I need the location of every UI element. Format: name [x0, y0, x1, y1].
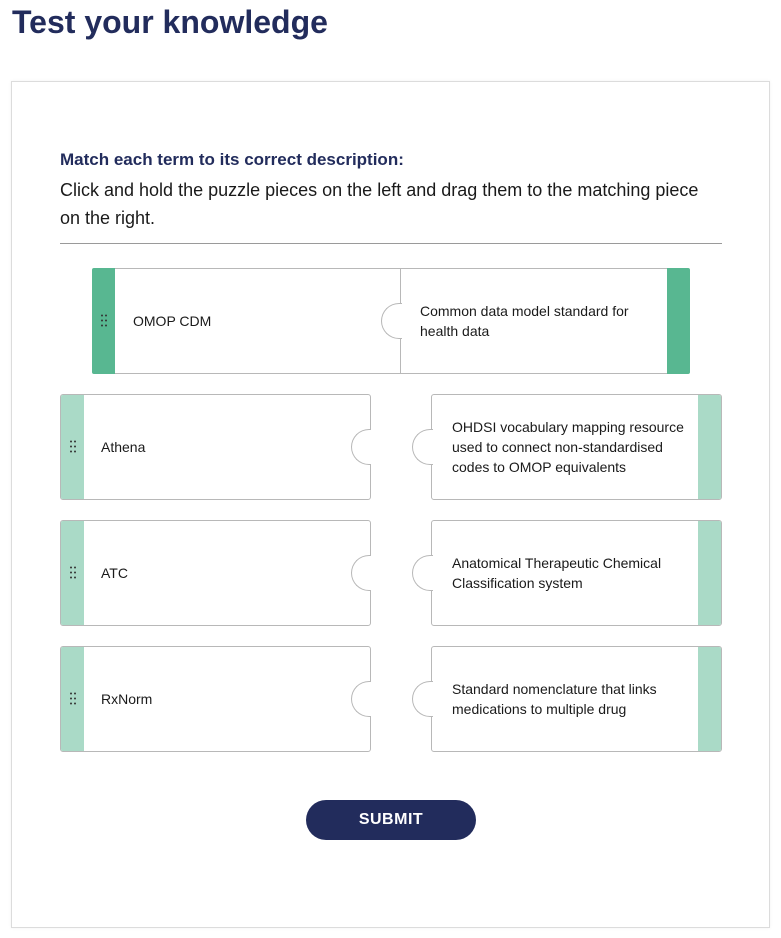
page-title: Test your knowledge — [12, 4, 328, 40]
description-piece-1[interactable] — [431, 394, 722, 500]
description-piece-3[interactable] — [431, 646, 722, 752]
drag-handle[interactable] — [61, 395, 84, 499]
term-piece-atc[interactable] — [60, 520, 371, 626]
matched-indicator — [667, 268, 690, 374]
puzzle-tab — [381, 303, 402, 339]
puzzle-notch — [351, 429, 371, 465]
puzzle-notch — [351, 555, 371, 591]
submit-button[interactable]: SUBMIT — [306, 800, 476, 840]
description-label: Standard nomenclature that links medications to multiple drug — [452, 681, 657, 717]
term-label: RxNorm — [101, 691, 153, 707]
term-piece-rxnorm[interactable] — [60, 646, 371, 752]
matched-pair — [92, 268, 690, 374]
description-label: OHDSI vocabulary mapping resource used to connect non-standardised codes to OMOP equivalents — [452, 419, 684, 475]
matched-description-label: Common data model standard for health data — [420, 303, 629, 339]
grip-icon — [70, 441, 76, 454]
matched-term-label: OMOP CDM — [133, 313, 212, 329]
grip-icon — [70, 693, 76, 706]
term-label: Athena — [101, 439, 146, 455]
grip-icon — [70, 567, 76, 580]
puzzle-notch — [351, 681, 371, 717]
drag-handle[interactable] — [92, 268, 115, 374]
term-piece-athena[interactable] — [60, 394, 371, 500]
description-indicator — [698, 521, 721, 625]
drag-handle[interactable] — [61, 521, 84, 625]
description-piece-2[interactable] — [431, 520, 722, 626]
divider — [60, 243, 722, 244]
term-label: ATC — [101, 565, 128, 581]
instructions-body: Click and hold the puzzle pieces on the left and drag them to the matching piece on the right. — [60, 180, 699, 228]
description-label: Anatomical Therapeutic Chemical Classification system — [452, 555, 662, 591]
description-indicator — [698, 647, 721, 751]
description-indicator — [698, 395, 721, 499]
drag-handle[interactable] — [61, 647, 84, 751]
grip-icon — [101, 315, 107, 328]
instructions-heading: Match each term to its correct description: — [60, 150, 404, 169]
